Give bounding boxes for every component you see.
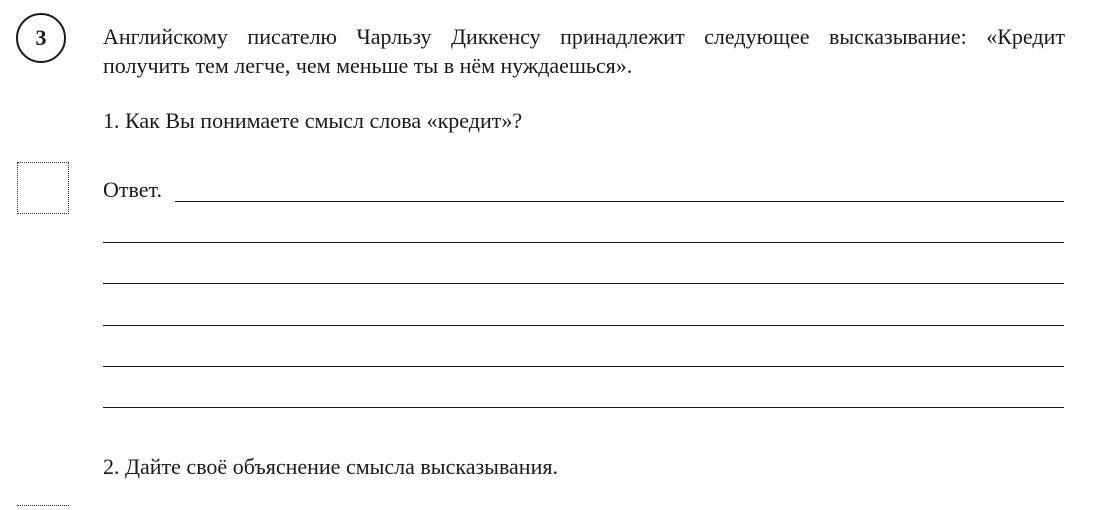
answer-line[interactable]	[103, 366, 1064, 367]
task-number-badge	[16, 13, 66, 63]
question-1: 1. Как Вы понимаете смысл слова «кредит»?	[103, 108, 523, 133]
answer-line[interactable]	[103, 325, 1064, 326]
answer-line[interactable]	[103, 242, 1064, 243]
answer-line[interactable]	[175, 201, 1064, 202]
score-box-partial	[17, 505, 69, 506]
question-2: 2. Дайте своё объяснение смысла высказывания.	[103, 454, 558, 479]
task-intro-line-2: получить тем легче, чем меньше ты в нём нуждаешься».	[103, 53, 633, 78]
task-intro-line-1: Английскому писателю Чарльзу Диккенсу принадлежит следующее высказывание: «Кредит	[103, 24, 1065, 49]
answer-line[interactable]	[103, 407, 1064, 408]
answer-line[interactable]	[103, 283, 1064, 284]
score-box	[17, 162, 69, 214]
answer-label: Ответ.	[103, 177, 162, 202]
task-number: 3	[35, 25, 47, 50]
